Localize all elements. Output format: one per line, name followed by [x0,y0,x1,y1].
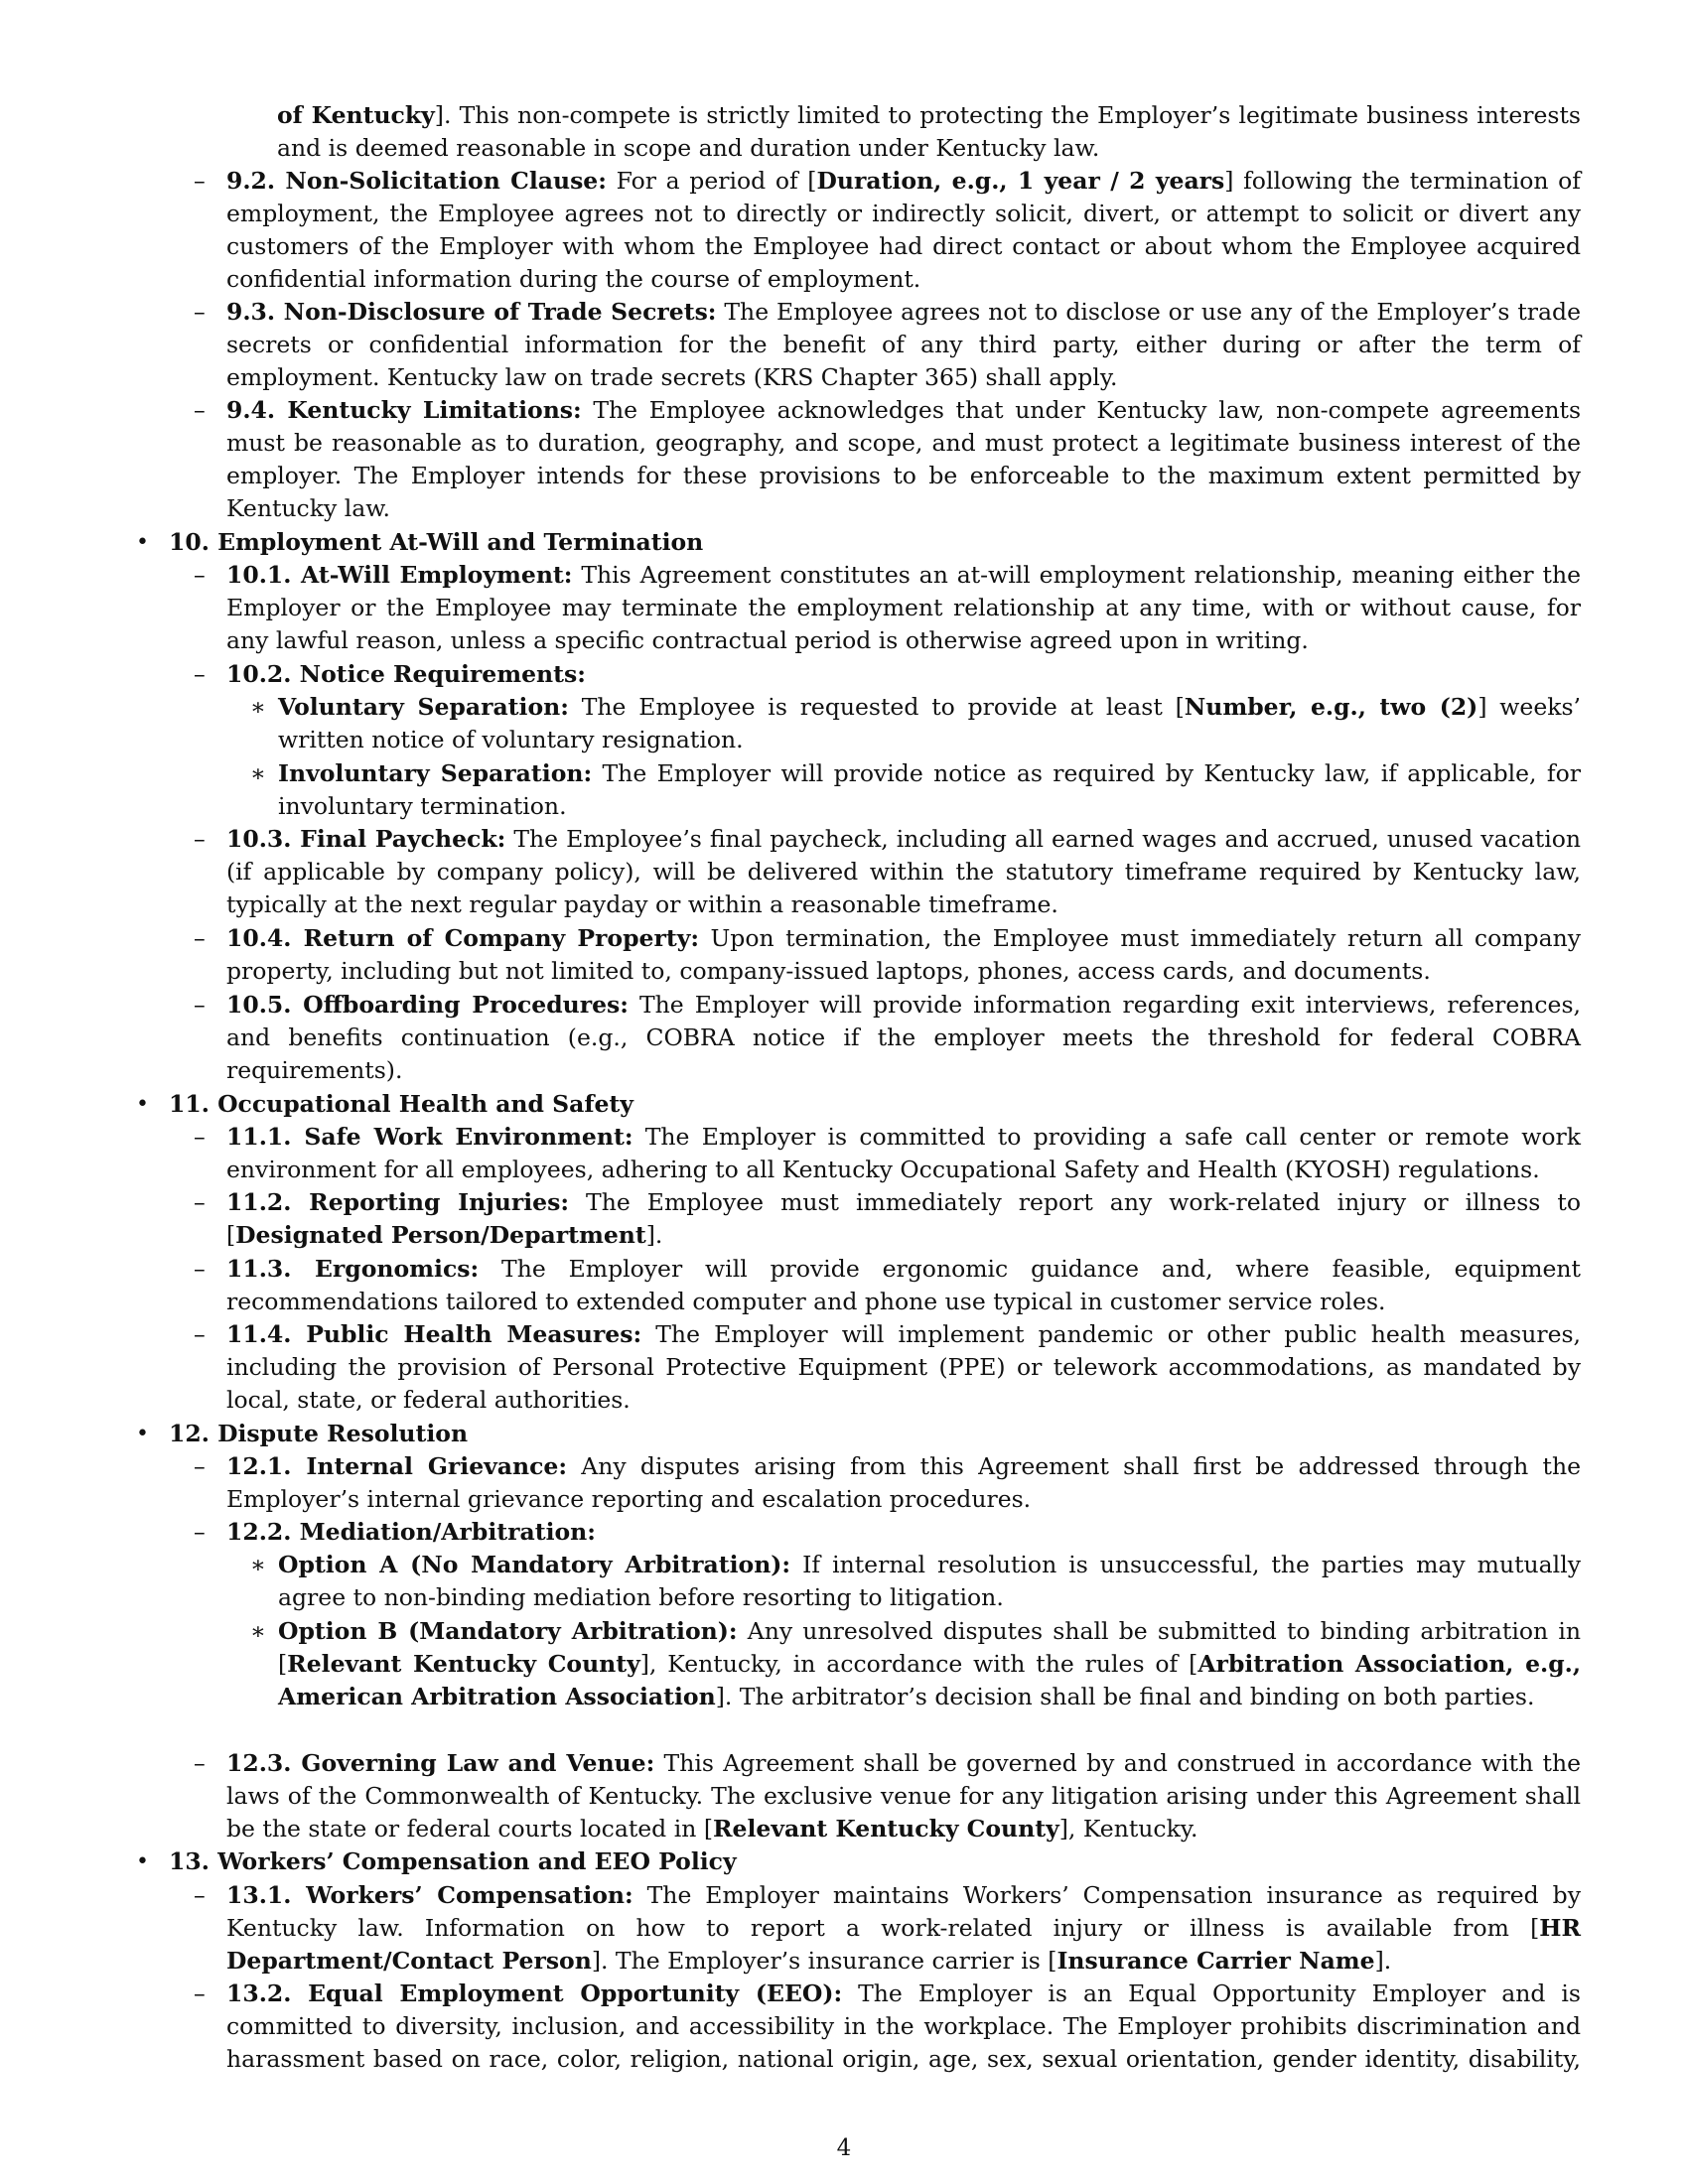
section-11-3: 11.3. Ergonomics: The Employer will provide ergonomic guidance and, where feasible, equipment recommendations tailored to extended computer and phone use typical in customer service roles. [226,1255,1581,1315]
dash-marker: – [194,1123,206,1151]
dash-marker: – [194,561,206,589]
section-10-heading: 10. Employment At-Will and Termination [169,528,704,556]
section-10-5: 10.5. Offboarding Procedures: The Employer will provide information regarding exit interviews, references, and benefits continuation (e.g., COBRA notice if the employer meets the threshold for federal COBRA requirements). [226,991,1581,1084]
dash-marker: – [194,825,206,853]
section-9-2: 9.2. Non-Solicitation Clause: For a period of [Duration, e.g., 1 year / 2 years] following the termination of employment, the Employee agrees not to directly or indirectly solicit, divert, or attempt to solicit or divert any customers of the Employer with whom the Employee had direct contact or about whom the Employee acquired confidential information during the course of employment. [226,167,1581,293]
dash-marker: – [194,1979,206,2007]
dash-marker: – [194,1320,206,1348]
dash-marker: – [194,298,206,326]
dash-marker: – [194,1518,206,1546]
dash-marker: – [194,991,206,1019]
dash-marker: – [194,660,206,688]
star-marker: ∗ [250,1617,266,1645]
section-10-2: 10.2. Notice Requirements: [226,660,586,688]
dash-marker: – [194,1749,206,1777]
section-11-4: 11.4. Public Health Measures: The Employer will implement pandemic or other public health measures, including the provision of Personal Protective Equipment (PPE) or telework accommodations, as mandated by local, state, or federal authorities. [226,1320,1582,1414]
section-12-2-option-b: Option B (Mandatory Arbitration): Any unresolved disputes shall be submitted to binding arbitration in [Relevant Kentucky County], Kentucky, in accordance with the rules of [Arbitration Association, e.g., American Arbitration Association]. The arbitrator’s decision shall be final and binding on both parties. [278,1617,1582,1710]
section-11-1: 11.1. Safe Work Environment: The Employer is committed to providing a safe call center or remote work environment for all employees, adhering to all Kentucky Occupational Safety and Health (KYOSH) regulations. [226,1123,1581,1183]
bullet-marker: • [136,530,149,555]
section-9-4: 9.4. Kentucky Limitations: The Employee acknowledges that under Kentucky law, non-compete agreements must be reasonable as to duration, geography, and scope, and must protect a legitimate business interest of the employer. The Employer intends for these provisions to be enforceable to the maximum extent permitted by Kentucky law. [226,396,1582,522]
section-13-heading: 13. Workers’ Compensation and EEO Policy [169,1847,737,1875]
page-number: 4 [836,2135,852,2161]
dash-marker: – [194,1881,206,1909]
section-10-1: 10.1. At-Will Employment: This Agreement constitutes an at-will employment relationship, meaning either the Employer or the Employee may terminate the employment relationship at any time, with or without cause, for any lawful reason, unless a specific contractual period is otherwise agreed upon in writing. [226,561,1581,654]
dash-marker: – [194,396,206,424]
section-10-3: 10.3. Final Paycheck: The Employee’s final paycheck, including all earned wages and accrued, unused vacation (if applicable by company policy), will be delivered within the statutory timeframe required by Kentucky law, typically at the next regular payday or within a reasonable timeframe. [226,825,1581,918]
star-marker: ∗ [250,693,266,721]
dash-marker: – [194,1452,206,1480]
section-12-2: 12.2. Mediation/Arbitration: [226,1518,596,1546]
star-marker: ∗ [250,759,266,787]
dash-marker: – [194,1188,206,1216]
section-10-2-voluntary: Voluntary Separation: The Employee is requested to provide at least [Number, e.g., two (2)] weeks’ written notice of voluntary resignation. [278,693,1581,753]
bullet-marker: • [136,1422,149,1446]
section-12-3: 12.3. Governing Law and Venue: This Agreement shall be governed by and construed in accordance with the laws of the Commonwealth of Kentucky. The exclusive venue for any litigation arising under this Agreement shall be the state or federal courts located in [Relevant Kentucky County], Kentucky. [226,1749,1581,1843]
bullet-marker: • [136,1092,149,1117]
section-12-2-option-a: Option A (No Mandatory Arbitration): If internal resolution is unsuccessful, the parties may mutually agree to non-binding mediation before resorting to litigation. [278,1551,1581,1611]
dash-marker: – [194,924,206,952]
section-11-2: 11.2. Reporting Injuries: The Employee must immediately report any work-related injury or illness to [Designated Person/Department]. [226,1188,1581,1249]
section-9-1-continuation: of Kentucky]. This non-compete is strictly limited to protecting the Employer’s legitimate business interests and is deemed reasonable in scope and duration under Kentucky law. [277,101,1581,162]
section-12-1: 12.1. Internal Grievance: Any disputes arising from this Agreement shall first be addressed through the Employer’s internal grievance reporting and escalation procedures. [226,1452,1581,1513]
section-10-2-involuntary: Involuntary Separation: The Employer will provide notice as required by Kentucky law, if applicable, for involuntary termination. [278,759,1581,820]
dash-marker: – [194,1255,206,1283]
section-12-heading: 12. Dispute Resolution [169,1420,469,1447]
section-10-4: 10.4. Return of Company Property: Upon termination, the Employee must immediately return all company property, including but not limited to, company-issued laptops, phones, access cards, and documents. [226,924,1581,985]
dash-marker: – [194,167,206,195]
bullet-marker: • [136,1849,149,1874]
section-13-2: 13.2. Equal Employment Opportunity (EEO): The Employer is an Equal Opportunity Employer and is committed to diversity, inclusion, and accessibility in the workplace. The Employer prohibits discrimination and harassment based on race, color, religion, national origin, age, sex, sexual orientation, gender identity, disability, [226,1979,1581,2073]
section-9-3: 9.3. Non-Disclosure of Trade Secrets: The Employee agrees not to disclose or use any of the Employer’s trade secrets or confidential information for the benefit of any third party, either during or after the term of employment. Kentucky law on trade secrets (KRS Chapter 365) shall apply. [226,298,1581,391]
section-13-1: 13.1. Workers’ Compensation: The Employer maintains Workers’ Compensation insurance as required by Kentucky law. Information on how to report a work-related injury or illness is available from [HR Department/Contact Person]. The Employer’s insurance carrier is [Insurance Carrier Name]. [226,1881,1581,1975]
star-marker: ∗ [250,1551,266,1578]
section-11-heading: 11. Occupational Health and Safety [169,1090,633,1118]
